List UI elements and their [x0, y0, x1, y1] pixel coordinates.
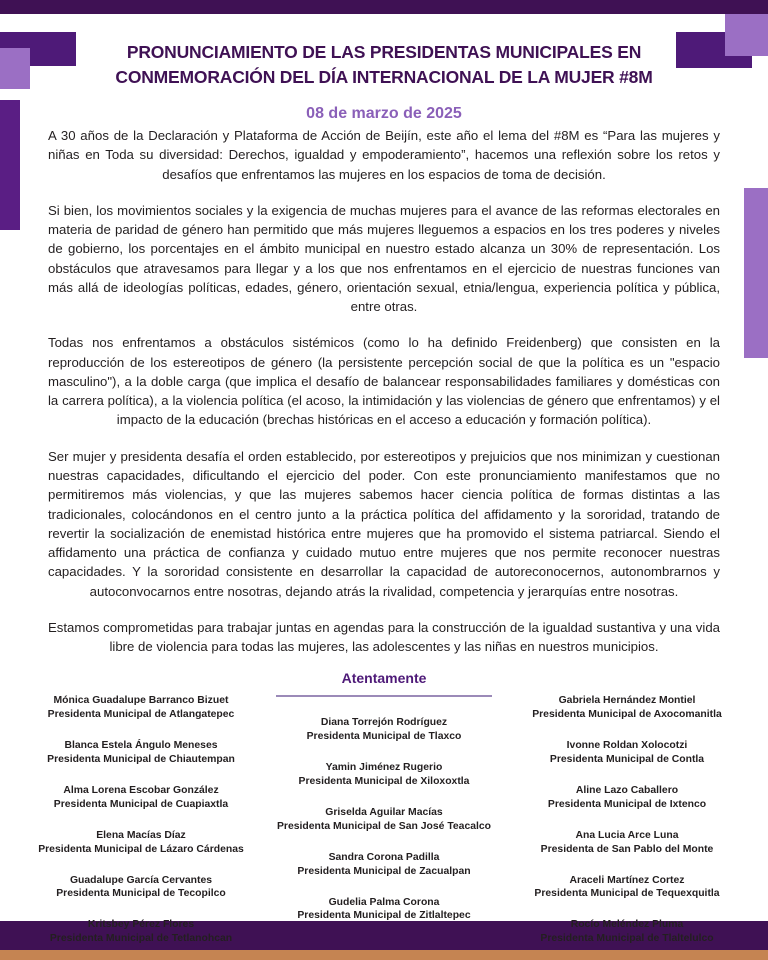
signatory-role: Presidenta Municipal de Axocomanitla [532, 708, 722, 720]
paragraph-4: Ser mujer y presidenta desafía el orden establecido, por estereotipos y prejuicios que nos minimizan y cuestionan nuestras capacidades, dificultando el ejercicio del poder. Con este pronunciamiento manifestamos que no permitiremos más violencias, y que las mujeres sabemos hacer ciencia política de formas distintas a las tradicionales, colocándonos en el centro junto a la práctica política del affidamento y la sororidad, tratando de revertir la socialización de enemistad histórica entre mujeres que ha promovido el sistema patriarcal. Siendo el affidamento una práctica de confianza y cuidado mutuo entre mujeres que nos permite reconocer nuestras capacidades. Y la sororidad consistente en desarrollar la capacidad de autoreconocernos, autonombrarnos y autoconvocarnos entre nosotras, dejando atrás la rivalidad, competencia y jerarquías entre nosotras. [48, 448, 720, 599]
signatory-block [20, 784, 262, 812]
signatory-block [20, 694, 262, 722]
signatory-name: Mónica Guadalupe Barranco Bizuet [53, 695, 229, 706]
signatory-name: Aline Lazo Caballero [575, 784, 679, 796]
signatory-block [263, 716, 505, 744]
signatory-block [20, 829, 262, 857]
bottom-tan-strip [0, 950, 768, 960]
paragraph-3: Todas nos enfrentamos a obstáculos sistémicos (como lo ha definido Freidenberg) que consisten en la reproducción de los estereotipos de género (la persistente percepción social de que la política es un "espacio masculino"), a la doble carga (que implica el desafío de balancear responsabilidades familiares y domésticas con la carrera política), a la violencia política (el acoso, la intimidación y las violencias de género que enfrentamos) y el impacto de la educación (brechas históricas en el acceso a educación y formación política). [48, 335, 720, 428]
signatory-name: Sandra Corona Padilla [328, 851, 440, 863]
signatory-role: Presidenta Municipal de Zacualpan [297, 865, 471, 877]
top-banner-bar [0, 0, 768, 14]
signatory-name: Rocío Meléndez Pluma [570, 919, 684, 931]
signatory-role: Presidenta de San Pablo del Monte [540, 843, 714, 855]
document-body [48, 126, 720, 673]
signatory-role: Presidenta Municipal de Tlaltelulco [540, 933, 714, 945]
signatory-role: Presidenta Municipal de Tequexquitla [534, 888, 720, 900]
signatories-right-column [506, 694, 748, 946]
signatory-block [263, 761, 505, 789]
page-title [70, 40, 698, 91]
signatory-name: Gabriela Hernández Montiel [558, 695, 696, 706]
signatories-section [20, 694, 748, 946]
signatory-block [506, 874, 748, 902]
signatory-block [20, 918, 262, 946]
signatory-name: Yamin Jiménez Rugerio [325, 761, 443, 773]
top-left-light-rectangle [0, 48, 30, 89]
signatory-block [20, 739, 262, 767]
signatory-name: Blanca Estela Ángulo Meneses [64, 739, 218, 751]
signatory-role: Presidenta Municipal de Lázaro Cárdenas [38, 843, 244, 855]
paragraph-2: Si bien, los movimientos sociales y la exigencia de muchas mujeres para el avance de las reformas electorales en materia de paridad de género han permitido que más mujeres lleguemos a espacios en los tres poderes y niveles de gobierno, los porcentajes en el ámbito municipal en nuestro estado alcanza un 30% de representación. Los obstáculos que atravesamos para llegar y a los que nos enfrentamos en el ejercicio de nuestras funciones van más allá de ideologías políticas, edades, género, orientación sexual, etnia/lengua, experiencia política y pública, entre otras. [48, 202, 720, 315]
right-vertical-accent-bar [744, 188, 768, 358]
signatory-role: Presidenta Municipal de Chiautempan [47, 753, 235, 765]
signatory-name: Ana Lucia Arce Luna [575, 829, 679, 841]
signatory-role: Presidenta Municipal de Zitlaltepec [297, 910, 471, 922]
signatory-block [506, 784, 748, 812]
signatory-role: Presidenta Municipal de Ixtenco [547, 798, 707, 810]
signatory-block [506, 918, 748, 946]
signatory-name: Guadalupe García Cervantes [69, 874, 213, 886]
signatories-center-column [263, 694, 505, 923]
signatory-name: Gudelia Palma Corona [328, 896, 440, 908]
signatory-role: Presidenta Municipal de Tlaxco [306, 730, 462, 742]
signatory-role: Presidenta Municipal de Atlangatepec [47, 708, 235, 720]
signatory-block [506, 694, 748, 722]
signatory-role: Presidenta Municipal de Tetlanohcan [49, 933, 233, 945]
signatory-block [506, 829, 748, 857]
paragraph-1: A 30 años de la Declaración y Plataforma de Acción de Beijín, este año el lema del #8M es “Para las mujeres y niñas en Toda su diversidad: Derechos, igualdad y empoderamiento”, hacemos una reflexión sobre los retos y desafíos que enfrentamos las mujeres en los espacios de toma de decisión. [48, 128, 720, 182]
top-right-light-rectangle [725, 14, 768, 56]
paragraph-5: Estamos comprometidas para trabajar juntas en agendas para la construcción de la igualdad sustantiva y una vida libre de violencia para todas las mujeres, las adolescentes y las niñas en nuestros municipios. [48, 619, 720, 655]
signatory-name: Alma Lorena Escobar González [63, 784, 219, 796]
document-header [70, 40, 698, 123]
signatory-role: Presidenta Municipal de Xiloxoxtla [298, 775, 470, 787]
signatories-left-column [20, 694, 262, 946]
title-line-1: PRONUNCIAMIENTO DE LAS PRESIDENTAS MUNICIPALES EN [126, 42, 642, 62]
signatory-name: Griselda Aguilar Macías [325, 806, 443, 818]
signatory-block [263, 851, 505, 879]
signatory-name: Ivonne Roldan Xolocotzi [566, 739, 688, 751]
signatory-block [263, 806, 505, 834]
signatory-role: Presidenta Municipal de Cuapiaxtla [53, 798, 229, 810]
closing-section [48, 670, 720, 697]
signatory-name: Kritsbey Pérez Flores [87, 919, 195, 931]
document-date: 08 de marzo de 2025 [306, 104, 462, 122]
signatory-name: Araceli Martínez Cortez [569, 874, 685, 886]
signatory-block [20, 874, 262, 902]
signatory-name: Elena Macías Díaz [96, 829, 186, 841]
signatory-role: Presidenta Municipal de Tecopilco [56, 888, 226, 900]
title-line-2: CONMEMORACIÓN DEL DÍA INTERNACIONAL DE LA MUJER #8M [115, 67, 653, 88]
signatory-name: Diana Torrejón Rodríguez [320, 717, 448, 728]
left-vertical-accent-bar [0, 100, 20, 230]
signatory-block [506, 739, 748, 767]
signatory-role: Presidenta Municipal de San José Teacalco [276, 820, 492, 832]
signatory-block [263, 896, 505, 924]
closing-heading: Atentamente [341, 670, 427, 686]
signatory-role: Presidenta Municipal de Contla [549, 753, 705, 765]
